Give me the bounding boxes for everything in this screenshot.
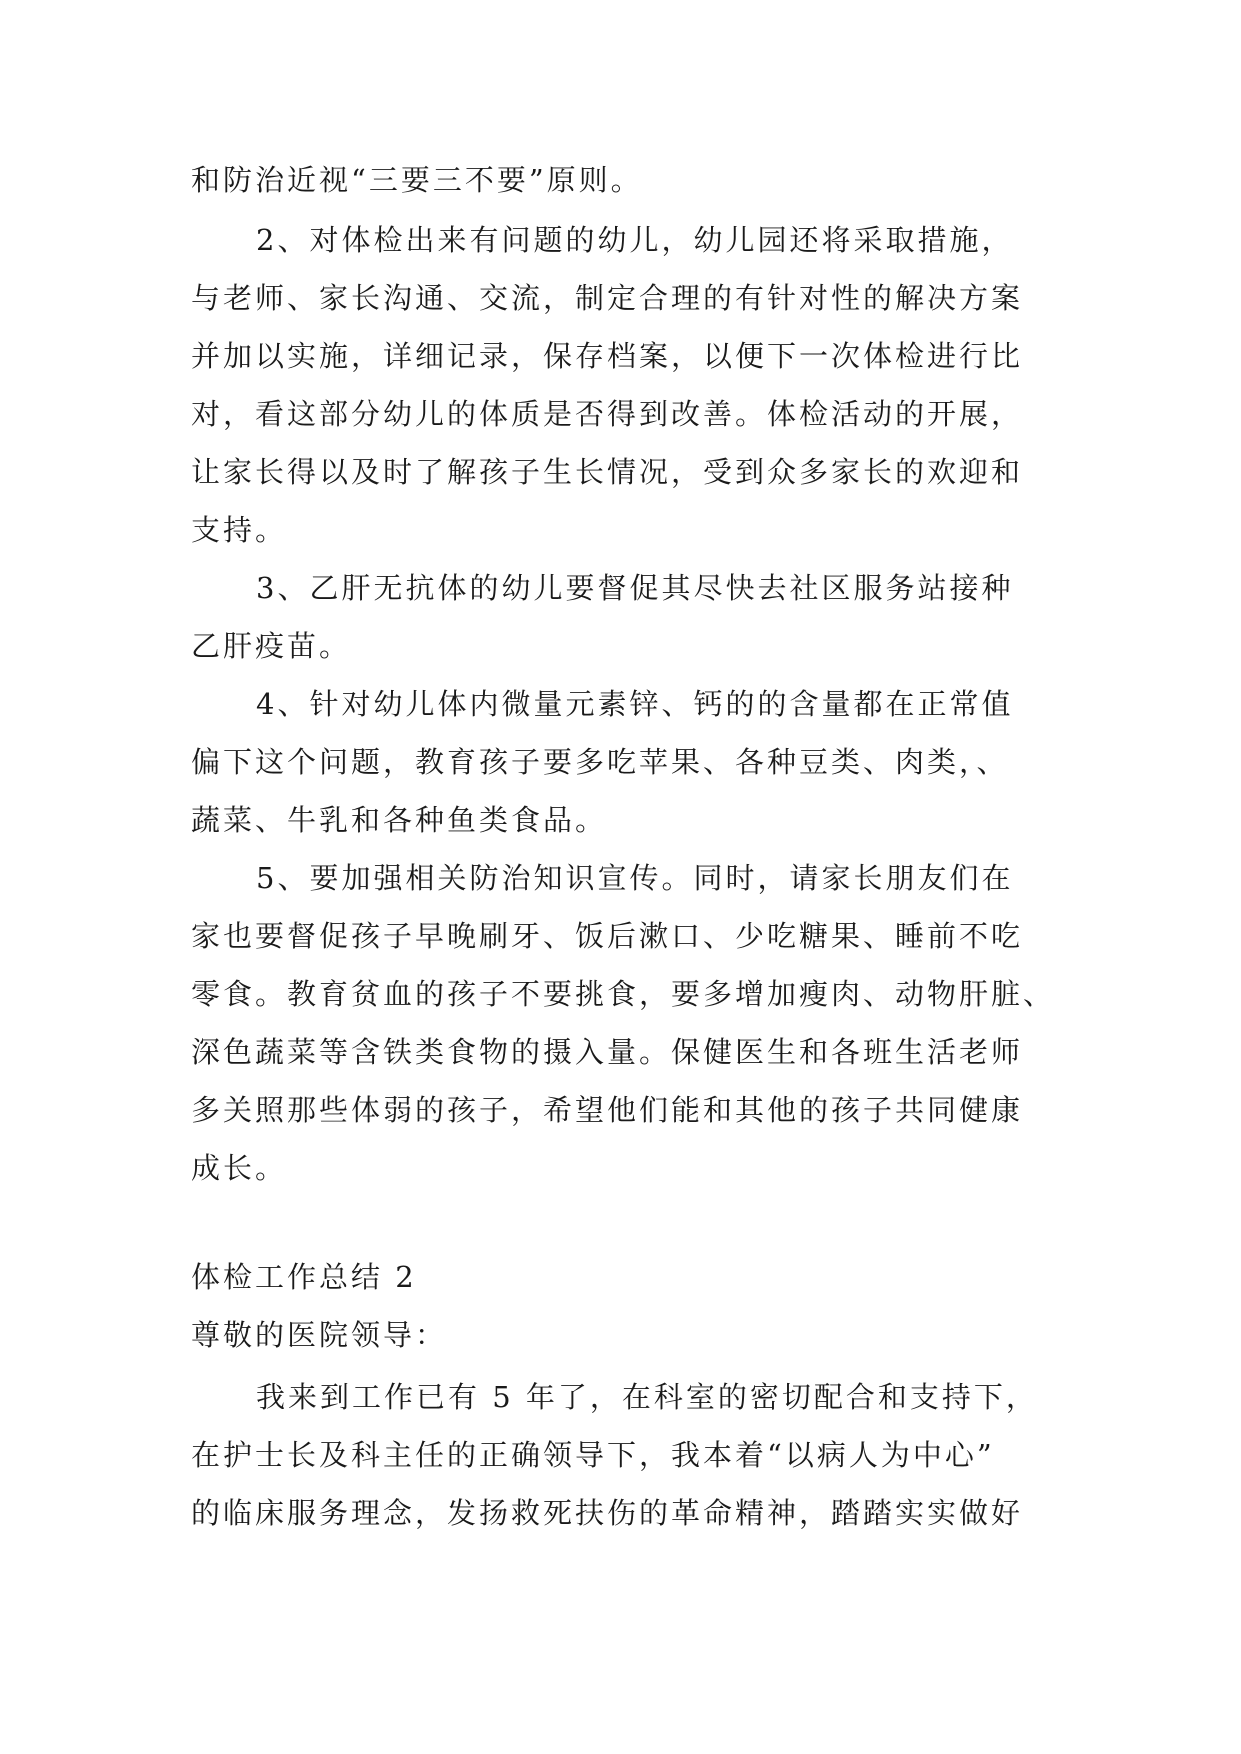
paragraph-line: 对，看这部分幼儿的体质是否得到改善。体检活动的开展， [191, 397, 1024, 431]
paragraph-line: 4、针对幼儿体内微量元素锌、钙的的含量都在正常值 [256, 687, 1014, 721]
paragraph-line: 与老师、家长沟通、交流，制定合理的有针对性的解决方案 [191, 281, 1024, 315]
salutation: 尊敬的医院领导： [191, 1318, 448, 1352]
paragraph-line: 3、乙肝无抗体的幼儿要督促其尽快去社区服务站接种 [256, 571, 1014, 605]
paragraph-line: 让家长得以及时了解孩子生长情况，受到众多家长的欢迎和 [191, 455, 1024, 489]
paragraph-line: 零食。教育贫血的孩子不要挑食，要多增加瘦肉、动物肝脏、 [191, 977, 1056, 1011]
paragraph-line: 和防治近视“三要三不要”原则。 [191, 163, 643, 197]
paragraph-line: 我来到工作已有 5 年了，在科室的密切配合和支持下， [256, 1380, 1038, 1414]
paragraph-line: 多关照那些体弱的孩子，希望他们能和其他的孩子共同健康 [191, 1093, 1024, 1127]
paragraph-line: 家也要督促孩子早晚刷牙、饭后漱口、少吃糖果、睡前不吃 [191, 919, 1024, 953]
paragraph-line: 蔬菜、牛乳和各种鱼类食品。 [191, 803, 608, 837]
paragraph-line: 支持。 [191, 513, 288, 547]
paragraph-line: 并加以实施，详细记录，保存档案，以便下一次体检进行比 [191, 339, 1024, 373]
paragraph-line: 偏下这个问题，教育孩子要多吃苹果、各种豆类、肉类，、 [191, 745, 1009, 779]
paragraph-line: 的临床服务理念，发扬救死扶伤的革命精神，踏踏实实做好 [191, 1496, 1024, 1530]
paragraph-line: 2、对体检出来有问题的幼儿，幼儿园还将采取措施， [256, 223, 1014, 257]
paragraph-line: 在护士长及科主任的正确领导下，我本着“以病人为中心” [191, 1438, 995, 1472]
section-title: 体检工作总结 2 [191, 1260, 417, 1294]
paragraph-line: 成长。 [191, 1151, 288, 1185]
paragraph-line: 5、要加强相关防治知识宣传。同时，请家长朋友们在 [256, 861, 1014, 895]
paragraph-line: 深色蔬菜等含铁类食物的摄入量。保健医生和各班生活老师 [191, 1035, 1024, 1069]
paragraph-line: 乙肝疫苗。 [191, 629, 352, 663]
